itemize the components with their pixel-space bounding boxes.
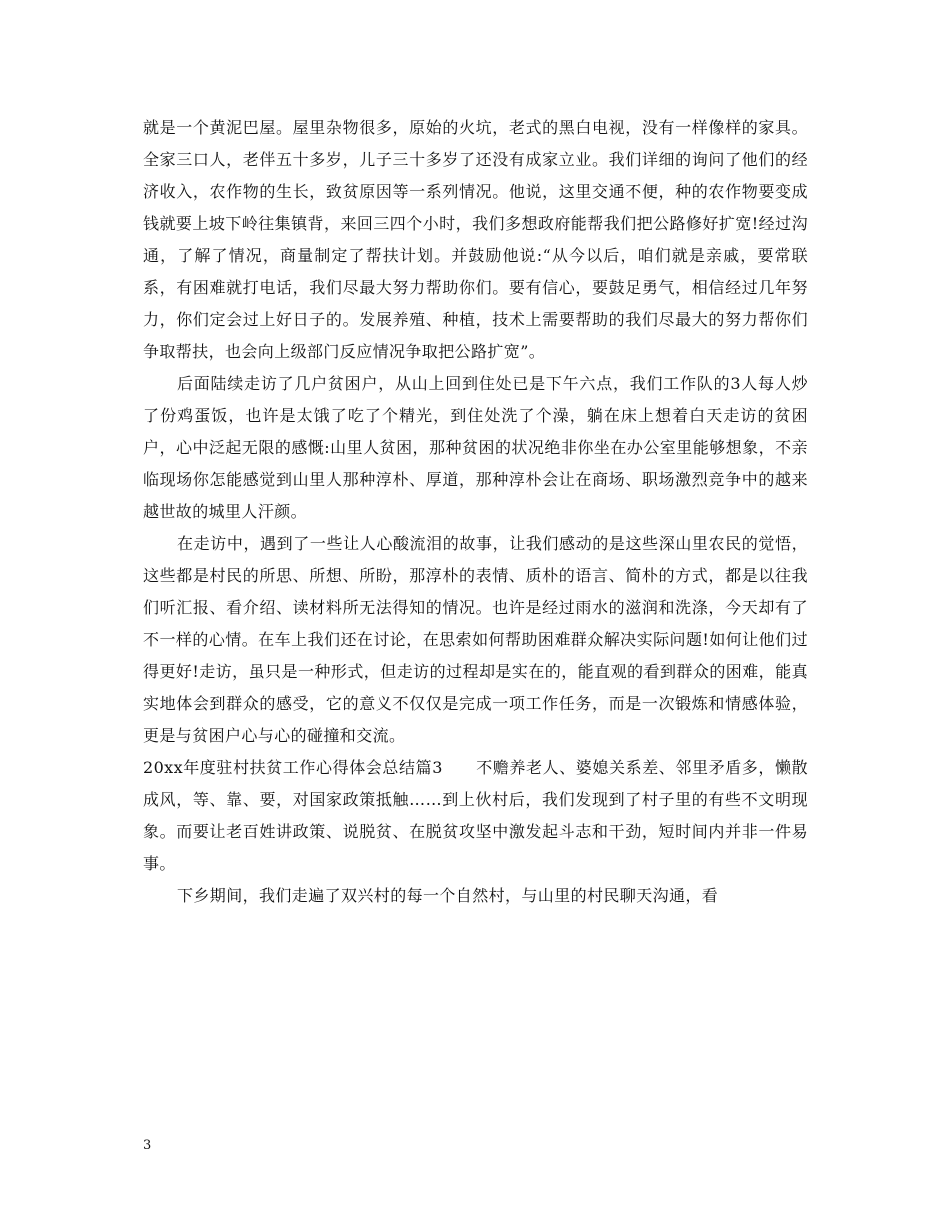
paragraph-2: 后面陆续走访了几户贫困户，从山上回到住处已是下午六点，我们工作队的3人每人炒了份鸡蛋饭，也许是太饿了吃了个精光，到住处洗了个澡，躺在床上想着白天走访的贫困户，心中泛起无限的感慨:山里人贫困，那种贫困的状况绝非你坐在办公室里能够想象，不亲临现场你怎能感觉到山里人那种淳朴、厚道，那种淳朴会让在商场、职场激烈竞争中的越来越世故的城里人汗颜。 [143, 374, 808, 521]
paragraph-1: 就是一个黄泥巴屋。屋里杂物很多，原始的火坑，老式的黑白电视，没有一样像样的家具。全家三口人，老伴五十多岁，儿子三十多岁了还没有成家立业。我们详细的询问了他们的经济收入，农作物的生长，致贫原因等一系列情况。他说，这里交通不便，种的农作物要变成钱就要上坡下岭往集镇背，来回三四个小时，我们多想政府能帮我们把公路修好扩宽!经过沟通，了解了情况，商量制定了帮扶计划。并鼓励他说:“从今以后，咱们就是亲戚，要常联系，有困难就打电话，我们尽最大努力帮助你们。要有信心，要鼓足勇气，相信经过几年努力，你们定会过上好日子的。发展养殖、种植，技术上需要帮助的我们尽最大的努力帮你们争取帮扶，也会向上级部门反应情况争取把公路扩宽”。 [143, 118, 808, 361]
paragraph-3: 在走访中，遇到了一些让人心酸流泪的故事，让我们感动的是这些深山里农民的觉悟，这些都是村民的所思、所想、所盼，那淳朴的表情、质朴的语言、简朴的方式，都是以往我们听汇报、看介绍、读材料所无法得知的情况。也许是经过雨水的滋润和洗涤，今天却有了不一样的心情。在车上我们还在讨论，在思索如何帮助困难群众解决实际问题!如何让他们过得更好!走访，虽只是一种形式，但走访的过程却是实在的，能直观的看到群众的困难，能真实地体会到群众的感受，它的意义不仅仅是完成一项工作任务，而是一次锻炼和情感体验，更是与贫困户心与心的碰撞和交流。 [143, 534, 808, 745]
paragraph-4-section-heading: 20xx年度驻村扶贫工作心得体会总结篇3 不赡养老人、婆媳关系差、邻里矛盾多，懒散成风，等、靠、要，对国家政策抵触……到上伙村后，我们发现到了村子里的有些不文明现象。而要让老百姓讲政策、说脱贫、在脱贫攻坚中激发起斗志和干劲，短时间内并非一件易事。 [143, 758, 808, 873]
page-number: 3 [143, 1138, 152, 1153]
paragraph-5: 下乡期间，我们走遍了双兴村的每一个自然村，与山里的村民聊天沟通，看 [177, 886, 719, 905]
document-body [143, 112, 808, 912]
